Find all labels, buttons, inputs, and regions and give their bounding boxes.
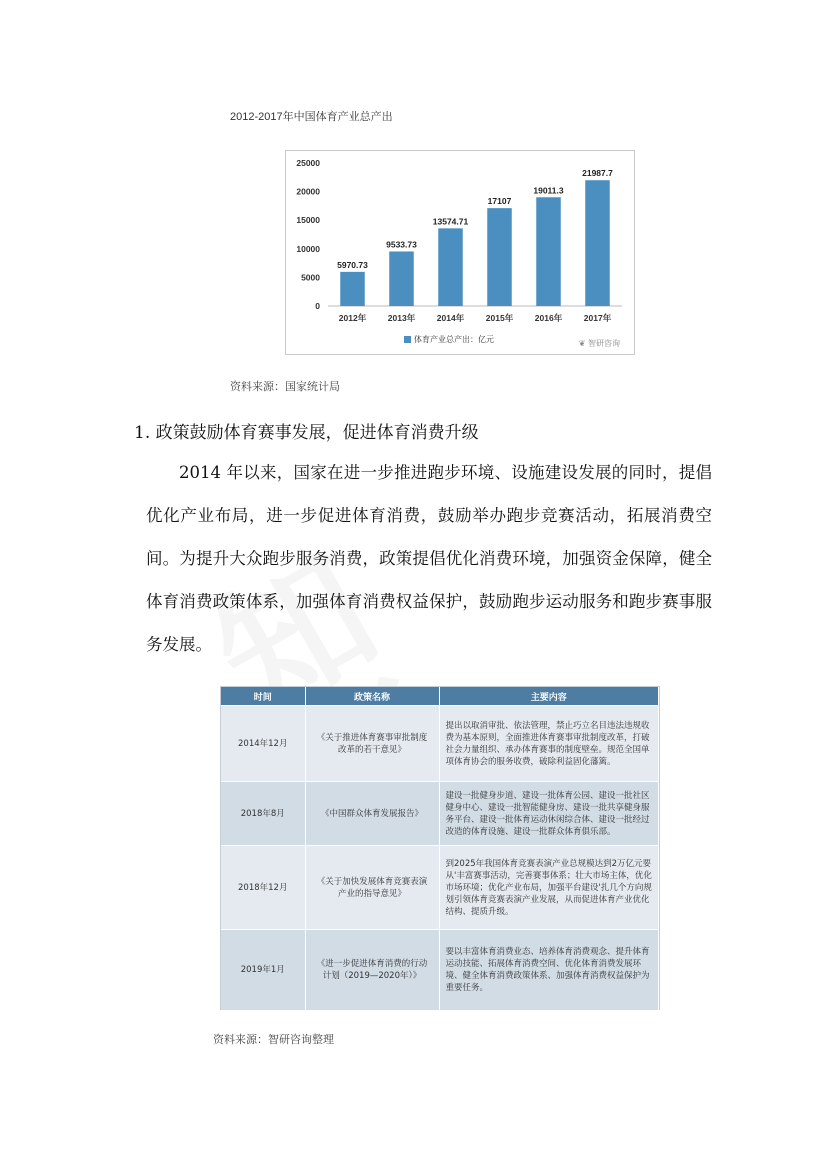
bar bbox=[487, 208, 512, 306]
x-tick-label: 2017年 bbox=[583, 313, 612, 323]
data-label: 19011.3 bbox=[533, 185, 564, 196]
bar bbox=[585, 180, 610, 306]
cell-time: 2018年12月 bbox=[221, 846, 305, 930]
data-label: 21987.7 bbox=[582, 168, 613, 179]
header-time: 时间 bbox=[221, 687, 305, 706]
y-tick-label: 15000 bbox=[296, 215, 320, 226]
cell-content: 建设一批健身步道、建设一批体育公园、建设一批社区健身中心、建设一批智能健身房、建设一批共享健身服务平台、建设一批体育运动休闲综合体、建设一批经过改造的体育设施、建设一批群众体育俱乐部。 bbox=[439, 782, 659, 846]
bar bbox=[438, 228, 463, 306]
y-tick-label: 10000 bbox=[296, 243, 320, 254]
cell-time: 2018年8月 bbox=[221, 782, 305, 846]
section-heading: 1. 政策鼓励体育赛事发展，促进体育消费升级 bbox=[134, 423, 479, 443]
x-tick-label: 2012年 bbox=[338, 313, 367, 323]
cell-time: 2019年1月 bbox=[221, 930, 305, 1010]
cell-policy-name: 《进一步促进体育消费的行动计划（2019—2020年）》 bbox=[305, 930, 439, 1010]
legend-swatch bbox=[404, 336, 411, 343]
y-tick-label: 5000 bbox=[301, 272, 320, 283]
cell-policy-name: 《关于加快发展体育竞赛表演产业的指导意见》 bbox=[305, 846, 439, 930]
bar-chart bbox=[285, 150, 635, 355]
y-tick-label: 25000 bbox=[296, 158, 320, 168]
header-policy-name: 政策名称 bbox=[305, 687, 439, 706]
cell-content: 到2025年我国体育竞赛表演产业总规模达到2万亿元要从'丰富赛事活动，完善赛事体系；壮大市场主体，优化市场环境；优化产业布局，加强平台建设'扎几个方向规划引领体育竞赛表演产业发展，从而促进体育产业优化结构、提质升级。 bbox=[439, 846, 659, 930]
bar-chart-svg bbox=[286, 151, 634, 354]
chart-title: 2012-2017年中国体育产业总产出 bbox=[230, 111, 393, 123]
bar bbox=[389, 251, 414, 306]
table-header-row bbox=[221, 687, 659, 706]
x-tick-label: 2014年 bbox=[436, 313, 465, 323]
x-tick-label: 2015年 bbox=[485, 313, 514, 323]
bar bbox=[536, 197, 561, 306]
cell-policy-name: 《关于推进体育赛事审批制度改革的若干意见》 bbox=[305, 706, 439, 782]
cell-policy-name: 《中国群众体育发展报告》 bbox=[305, 782, 439, 846]
y-tick-label: 0 bbox=[315, 301, 320, 311]
table-row bbox=[221, 706, 659, 782]
body-paragraph: 2014 年以来，国家在进一步推进跑步环境、设施建设发展的同时，提倡优化产业布局，进一步促进体育消费，鼓励举办跑步竞赛活动，拓展消费空间。为提升大众跑步服务消费，政策提倡优化消费环境，加强资金保障，健全体育消费政策体系，加强体育消费权益保护，鼓励跑步运动服务和跑步赛事服务发展。 bbox=[146, 463, 712, 654]
chart-logo bbox=[579, 338, 620, 349]
table-row bbox=[221, 846, 659, 930]
y-tick-label: 20000 bbox=[296, 186, 320, 197]
cell-content: 提出以取消审批、依法管理，禁止巧立名目违法违规收费为基本原则，全面推进体育赛事审批制度改革，打破社会力量组织、承办体育赛事的制度壁垒。规范全国单项体育协会的服务收费，破除利益固化藩篱。 bbox=[439, 706, 659, 782]
legend-label: 体育产业总产出：亿元 bbox=[414, 335, 494, 344]
table-row bbox=[221, 930, 659, 1010]
chart-legend bbox=[404, 334, 494, 345]
cell-content: 要以丰富体育消费业态、培养体育消费观念、提升体育运动技能、拓展体育消费空间、优化体育消费发展环境、健全体育消费政策体系、加强体育消费权益保护为重要任务。 bbox=[439, 930, 659, 1010]
bar bbox=[340, 272, 365, 306]
policy-table bbox=[220, 686, 660, 1010]
cell-time: 2014年12月 bbox=[221, 706, 305, 782]
logo-icon: ❦ bbox=[578, 339, 586, 348]
logo-text: 智研咨询 bbox=[588, 339, 620, 348]
data-label: 17107 bbox=[487, 196, 512, 207]
policy-table-grid bbox=[221, 687, 659, 1010]
data-label: 5970.73 bbox=[337, 259, 368, 270]
x-tick-label: 2013年 bbox=[387, 313, 416, 323]
data-label: 9533.73 bbox=[386, 239, 417, 250]
data-label: 13574.71 bbox=[432, 216, 469, 227]
table-source: 资料来源：智研咨询整理 bbox=[213, 1033, 334, 1046]
table-row bbox=[221, 782, 659, 846]
chart-source: 资料来源：国家统计局 bbox=[230, 380, 340, 393]
x-tick-label: 2016年 bbox=[534, 313, 563, 323]
header-content: 主要内容 bbox=[439, 687, 659, 706]
